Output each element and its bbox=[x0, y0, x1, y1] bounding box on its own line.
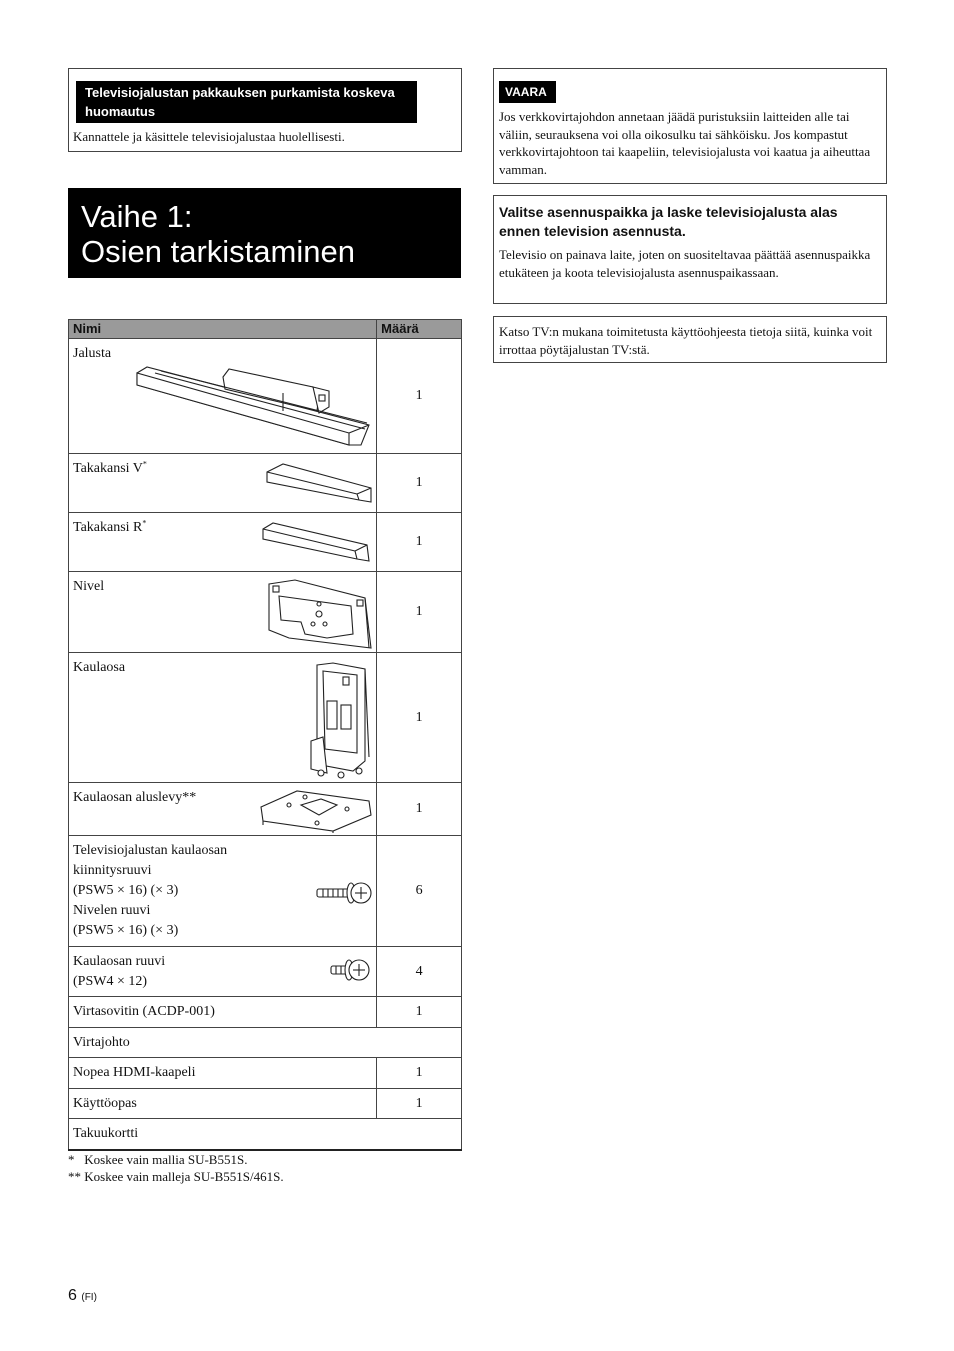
part-name-cell bbox=[69, 572, 377, 653]
part-qty: 1 bbox=[377, 1089, 462, 1119]
table-row bbox=[69, 572, 462, 653]
part-name: Takakansi V bbox=[73, 461, 143, 476]
neck-illustration bbox=[303, 661, 379, 781]
warning-tag: VAARA bbox=[499, 81, 556, 103]
table-row bbox=[69, 836, 462, 947]
part-name: Käyttöopas bbox=[73, 1095, 137, 1111]
long-screw-illustration bbox=[315, 880, 373, 906]
part-name-line: (PSW5 × 16) (× 3) bbox=[73, 883, 179, 898]
neck-base-plate-illustration bbox=[257, 787, 375, 833]
table-row bbox=[69, 1119, 462, 1150]
placement-box bbox=[493, 195, 887, 304]
warning-text: Jos verkkovirtajohdon annetaan jäädä puristuksiin laitteiden alle tai väliin, seurauksena voi olla oikosulku tai sähköisku. Jos kompastut verkkovirtajohtoon tai kaapeliin, televisiojalusta voi kaatua ja aiheuttaa vamman. bbox=[499, 109, 871, 177]
reference-text: Katso TV:n mukana toimitetusta käyttöohjeesta tietoja siitä, kuinka voit irrottaa pöytäjalustan TV:stä. bbox=[499, 324, 873, 357]
table-row bbox=[69, 997, 462, 1028]
part-name: Virtajohto bbox=[73, 1034, 130, 1050]
table-row bbox=[69, 947, 462, 997]
unpacking-notice-box bbox=[68, 68, 462, 152]
footnotes bbox=[68, 1151, 284, 1185]
part-name-cell bbox=[69, 339, 377, 454]
table-row bbox=[69, 1028, 462, 1058]
section-title bbox=[68, 188, 461, 278]
unpacking-notice-text: Kannattele ja käsittele televisiojalustaa huolellisesti. bbox=[73, 129, 345, 144]
part-qty: 1 bbox=[377, 339, 462, 454]
part-name-line: Kaulaosan ruuvi bbox=[73, 954, 166, 969]
part-name: Kaulaosa bbox=[73, 660, 126, 675]
page-language: (FI) bbox=[81, 1292, 97, 1303]
table-row bbox=[69, 513, 462, 572]
table-row bbox=[69, 1058, 462, 1089]
hinge-illustration bbox=[265, 578, 377, 650]
part-name-cell bbox=[69, 1028, 462, 1058]
placement-heading: Valitse asennuspaikka ja laske televisiojalusta alas ennen television asennusta. bbox=[499, 204, 838, 239]
table-row bbox=[69, 454, 462, 513]
part-name: Jalusta bbox=[73, 346, 112, 361]
part-name: Kaulaosan aluslevy** bbox=[73, 790, 197, 805]
part-name-cell bbox=[69, 1089, 377, 1119]
part-name-line: Televisiojalustan kaulaosan bbox=[73, 843, 228, 858]
table-row bbox=[69, 1089, 462, 1119]
part-name-line: Nivelen ruuvi bbox=[73, 903, 151, 918]
part-name-line: (PSW5 × 16) (× 3) bbox=[73, 923, 179, 938]
footnote-single-star: * Koskee vain mallia SU-B551S. bbox=[68, 1152, 248, 1167]
unpacking-notice-heading: Televisiojalustan pakkauksen purkamista koskeva huomautus bbox=[76, 81, 417, 123]
part-name: Takakansi R bbox=[73, 520, 143, 535]
footnote-double-star: ** Koskee vain malleja SU-B551S/461S. bbox=[68, 1169, 284, 1184]
part-name-cell bbox=[69, 1058, 377, 1089]
part-qty: 1 bbox=[377, 783, 462, 836]
table-row bbox=[69, 339, 462, 454]
part-name: Nivel bbox=[73, 579, 105, 594]
footnote-mark: * bbox=[142, 518, 147, 528]
part-qty: 1 bbox=[377, 513, 462, 572]
part-name: Takuukortti bbox=[73, 1125, 139, 1141]
part-name-cell bbox=[69, 783, 377, 836]
rear-cover-right-illustration bbox=[261, 521, 375, 565]
part-name-cell bbox=[69, 1119, 462, 1150]
short-screw-illustration bbox=[329, 957, 371, 983]
col-name-header: Nimi bbox=[69, 320, 377, 339]
page-number bbox=[68, 1287, 97, 1305]
part-name-cell bbox=[69, 836, 377, 947]
warning-box bbox=[493, 68, 887, 184]
part-qty: 1 bbox=[377, 997, 462, 1028]
part-name-line: kiinnitysruuvi bbox=[73, 863, 152, 878]
part-name-cell bbox=[69, 653, 377, 783]
part-qty: 1 bbox=[377, 1058, 462, 1089]
part-name: Nopea HDMI-kaapeli bbox=[73, 1065, 196, 1080]
col-qty-header: Määrä bbox=[377, 320, 462, 339]
section-title-step: Vaihe 1: bbox=[81, 199, 193, 234]
part-name-cell bbox=[69, 997, 377, 1028]
part-name-cell bbox=[69, 513, 377, 572]
parts-table-header bbox=[69, 320, 462, 339]
reference-box bbox=[493, 316, 887, 363]
part-name: Virtasovitin (ACDP-001) bbox=[73, 1004, 215, 1019]
part-qty: 1 bbox=[377, 653, 462, 783]
part-qty: 4 bbox=[377, 947, 462, 997]
table-row bbox=[69, 783, 462, 836]
part-qty: 1 bbox=[377, 572, 462, 653]
table-row bbox=[69, 653, 462, 783]
part-qty: 6 bbox=[377, 836, 462, 947]
stand-base-illustration bbox=[133, 363, 377, 449]
part-qty: 1 bbox=[377, 454, 462, 513]
page-number-value: 6 bbox=[68, 1287, 77, 1304]
footnote-mark: * bbox=[142, 459, 147, 469]
part-name-cell bbox=[69, 947, 377, 997]
part-name-line: (PSW4 × 12) bbox=[73, 974, 148, 989]
parts-table bbox=[68, 319, 462, 1151]
part-name-cell bbox=[69, 454, 377, 513]
section-title-text: Osien tarkistaminen bbox=[81, 234, 355, 269]
placement-text: Televisio on painava laite, joten on suositeltavaa päättää asennuspaikka etukäteen ja koota televisiojalusta asennuspaikassaan. bbox=[499, 247, 871, 280]
rear-cover-left-illustration bbox=[265, 462, 375, 506]
